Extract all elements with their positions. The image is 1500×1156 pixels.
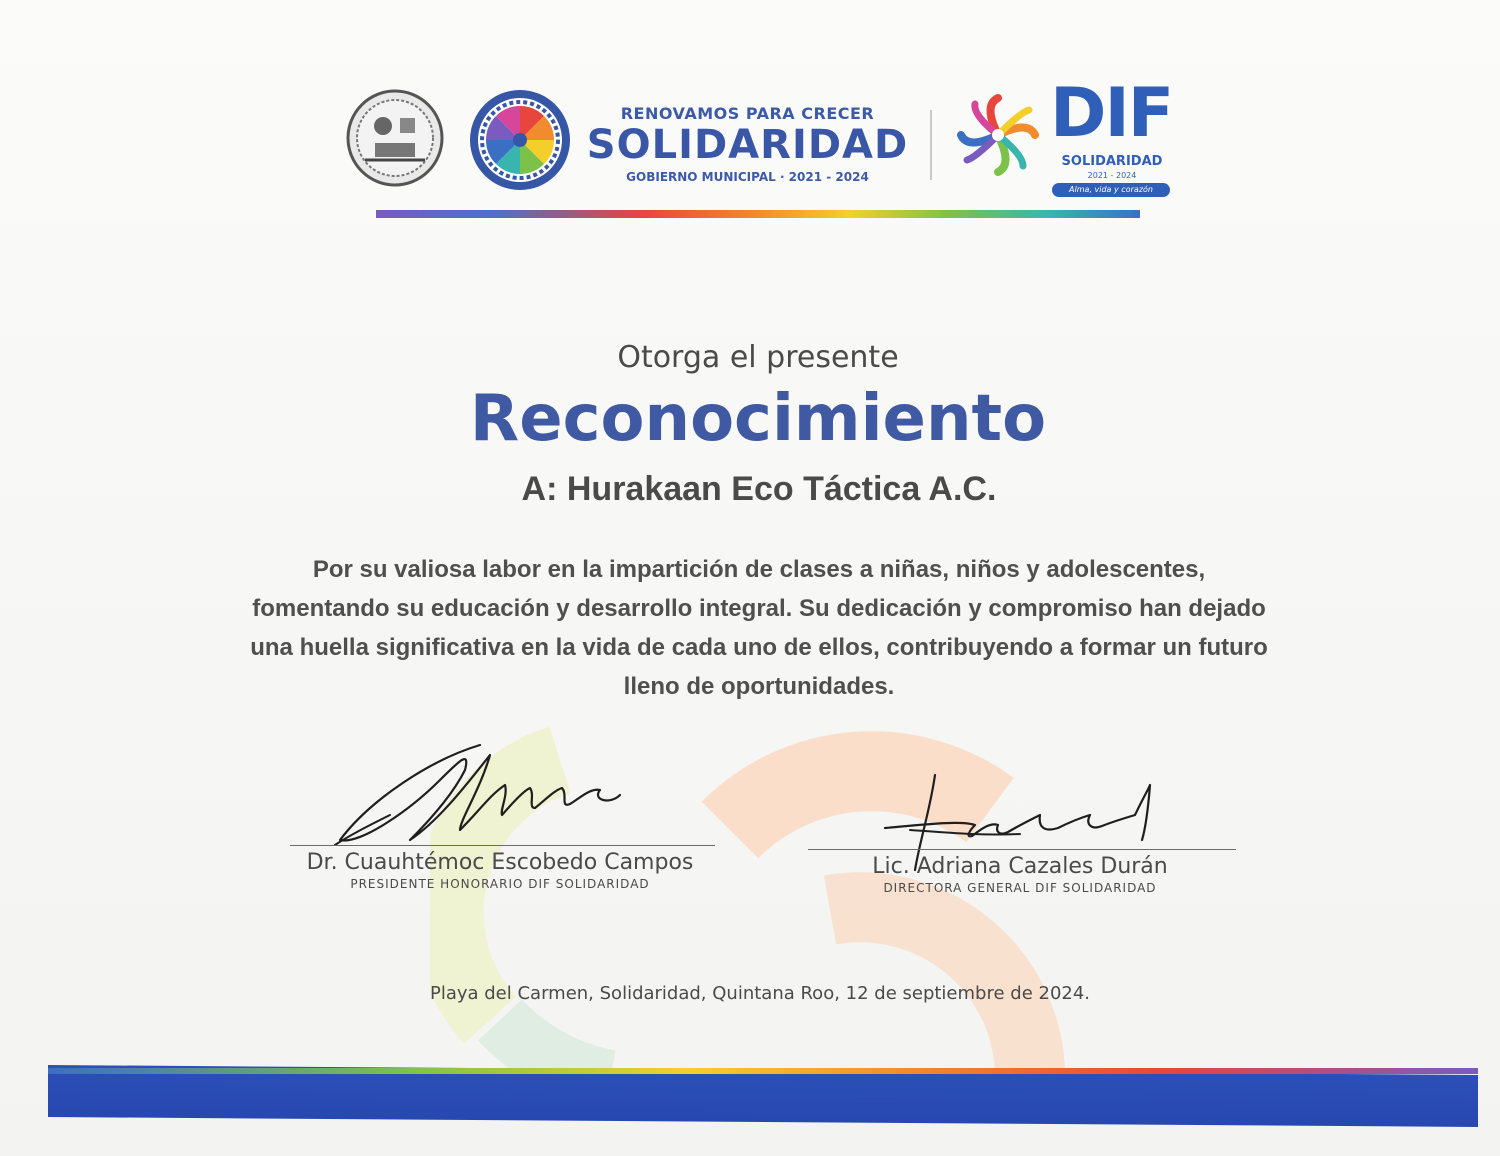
header-divider	[930, 110, 932, 180]
municipal-seal-logo	[345, 88, 445, 188]
solidaridad-tagline: RENOVAMOS PARA CRECER	[620, 104, 875, 123]
certificate-title: Reconocimiento	[469, 382, 1047, 456]
footer-blue-band	[48, 1065, 1478, 1127]
signer-name-right: Lic. Adriana Cazales Durán	[872, 854, 1168, 879]
dif-wordmark: DIF	[1050, 74, 1173, 153]
solidaridad-government-period: GOBIERNO MUNICIPAL · 2021 - 2024	[626, 170, 869, 184]
signature-line-right	[808, 849, 1236, 850]
signer-role-left: PRESIDENTE HONORARIO DIF SOLIDARIDAD	[350, 877, 650, 891]
dif-spiral-logo	[953, 90, 1043, 180]
header-rainbow-bar	[376, 210, 1140, 218]
certificate-recipient: A: Hurakaan Eco Táctica A.C.	[521, 470, 997, 508]
place-and-date: Playa del Carmen, Solidaridad, Quintana Roo, 12 de septiembre de 2024.	[429, 983, 1091, 1004]
signer-name-left: Dr. Cuauhtémoc Escobedo Campos	[306, 850, 694, 875]
dif-years-label: 2021 - 2024	[1087, 171, 1137, 180]
certificate-body: Por su valiosa labor en la impartición de clases a niñas, niños y adolescentes, fomentando su educación y desarrollo integral. Su dedicación y compromiso han dejado una huella significativa en la vida de cada uno de ellos, contribuyendo a formar un futuro lleno de oportunidades.	[250, 556, 1268, 700]
certificate-intro: Otorga el presente	[617, 340, 899, 375]
dif-solidaridad-label: SOLIDARIDAD	[1061, 154, 1163, 169]
footer-rainbow-stripe	[48, 1068, 1478, 1074]
dif-slogan-badge: Alma, vida y corazón	[1052, 183, 1170, 197]
solidaridad-wordmark: SOLIDARIDAD	[586, 122, 909, 168]
solidaridad-mandala-logo	[468, 88, 572, 192]
signature-left	[330, 740, 630, 850]
signature-line-left	[290, 845, 715, 846]
signer-role-right: DIRECTORA GENERAL DIF SOLIDARIDAD	[883, 881, 1157, 895]
